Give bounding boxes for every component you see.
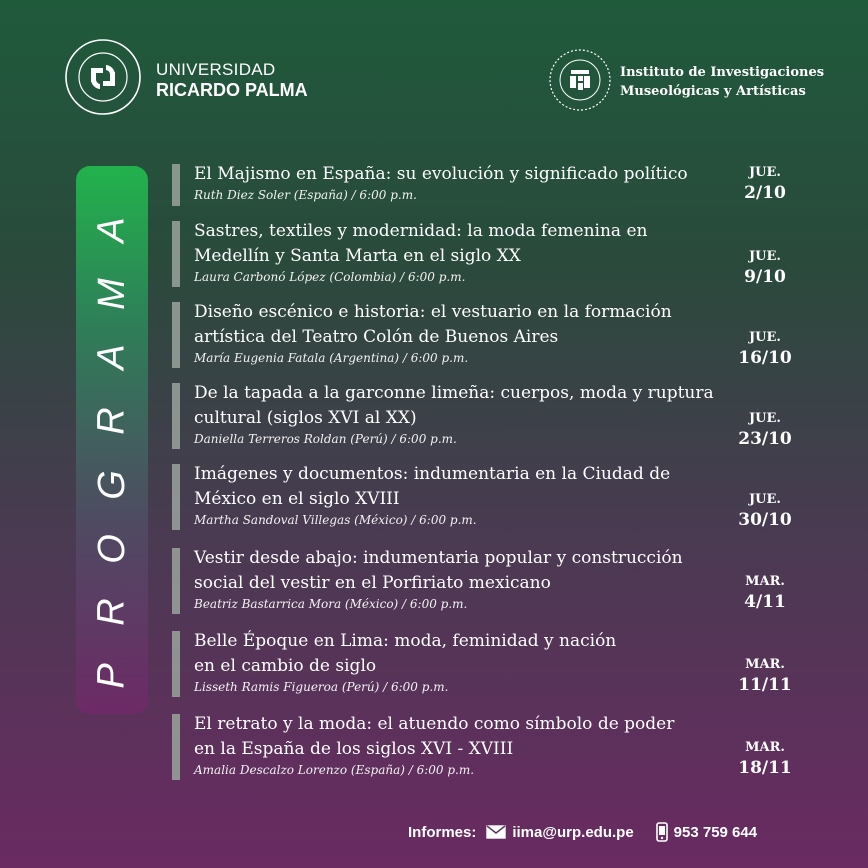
event-date bbox=[730, 329, 800, 369]
event-marker-bar bbox=[172, 383, 180, 449]
programa-letter: R bbox=[90, 407, 133, 435]
event-day: JUE. bbox=[749, 411, 781, 426]
university-line2: RICARDO PALMA bbox=[156, 80, 308, 100]
event-title-line: Belle Époque en Lima: moda, feminidad y nación bbox=[194, 631, 617, 651]
event-speaker: Ruth Diez Soler (España) / 6:00 p.m. bbox=[194, 188, 417, 202]
event-title-line: en la España de los siglos XVI - XVIII bbox=[194, 739, 514, 759]
event-day: JUE. bbox=[749, 165, 781, 180]
program-event bbox=[172, 629, 812, 701]
programa-letter: A bbox=[90, 217, 133, 243]
university-line1: UNIVERSIDAD bbox=[156, 60, 276, 79]
program-event bbox=[172, 381, 812, 453]
event-title-line: El Majismo en España: su evolución y significado político bbox=[194, 164, 688, 184]
event-date bbox=[730, 573, 800, 613]
event-title-line: Sastres, textiles y modernidad: la moda femenina en bbox=[194, 221, 648, 241]
programa-letter: M bbox=[91, 277, 133, 310]
event-date-value: 11/11 bbox=[738, 675, 792, 695]
university-name bbox=[156, 60, 308, 100]
event-date-value: 2/10 bbox=[744, 183, 786, 203]
event-date-value: 9/10 bbox=[744, 267, 786, 287]
program-event bbox=[172, 219, 812, 291]
event-title bbox=[194, 546, 734, 596]
event-date bbox=[730, 410, 800, 450]
event-title bbox=[194, 300, 734, 350]
contact-email-link[interactable]: iima@urp.edu.pe bbox=[512, 823, 634, 841]
event-speaker: Beatriz Bastarrica Mora (México) / 6:00 p.m. bbox=[194, 597, 468, 611]
programa-letter: R bbox=[90, 598, 133, 626]
event-day: MAR. bbox=[745, 574, 785, 589]
institute-line2: Museológicas y Artísticas bbox=[620, 84, 806, 99]
event-title-line: social del vestir en el Porfiriato mexicano bbox=[194, 573, 551, 593]
event-date-value: 4/11 bbox=[744, 592, 786, 612]
event-title bbox=[194, 219, 734, 269]
event-date-value: 18/11 bbox=[738, 758, 792, 778]
event-date-value: 16/10 bbox=[738, 348, 792, 368]
urp-seal-logo bbox=[64, 38, 142, 116]
event-title-line: Diseño escénico e historia: el vestuario en la formación bbox=[194, 302, 672, 322]
event-date bbox=[730, 164, 800, 204]
programa-vertical-label bbox=[76, 166, 148, 714]
event-date bbox=[730, 656, 800, 696]
event-marker-bar bbox=[172, 548, 180, 614]
event-marker-bar bbox=[172, 164, 180, 206]
program-event bbox=[172, 462, 812, 534]
event-speaker: Laura Carbonó López (Colombia) / 6:00 p.m. bbox=[194, 270, 466, 284]
event-speaker: Lisseth Ramis Figueroa (Perú) / 6:00 p.m. bbox=[194, 680, 449, 694]
event-date bbox=[730, 739, 800, 779]
event-title-line: en el cambio de siglo bbox=[194, 656, 377, 676]
event-marker-bar bbox=[172, 631, 180, 697]
event-marker-bar bbox=[172, 221, 180, 287]
program-event bbox=[172, 162, 812, 210]
event-day: JUE. bbox=[749, 492, 781, 507]
programa-letter: A bbox=[90, 344, 133, 371]
contact-footer bbox=[408, 822, 757, 842]
event-title bbox=[194, 629, 734, 679]
event-day: MAR. bbox=[745, 657, 785, 672]
event-speaker: Martha Sandoval Villegas (México) / 6:00 p.m. bbox=[194, 513, 477, 527]
event-day: MAR. bbox=[745, 740, 785, 755]
institute-seal-logo bbox=[548, 48, 612, 112]
event-marker-bar bbox=[172, 714, 180, 780]
header bbox=[0, 36, 868, 120]
institute-line1: Instituto de Investigaciones bbox=[620, 65, 825, 80]
event-date-value: 23/10 bbox=[738, 429, 792, 449]
event-title-line: El retrato y la moda: el atuendo como símbolo de poder bbox=[194, 714, 675, 734]
event-date-value: 30/10 bbox=[738, 510, 792, 530]
event-date bbox=[730, 491, 800, 531]
event-speaker: Daniella Terreros Roldan (Perú) / 6:00 p.m. bbox=[194, 432, 457, 446]
programa-letter: P bbox=[90, 663, 133, 689]
event-title bbox=[194, 712, 734, 762]
envelope-icon bbox=[486, 825, 506, 839]
event-title-line: Medellín y Santa Marta en el siglo XX bbox=[194, 246, 521, 266]
event-date bbox=[730, 248, 800, 288]
event-marker-bar bbox=[172, 464, 180, 530]
program-event bbox=[172, 300, 812, 372]
event-marker-bar bbox=[172, 302, 180, 368]
event-title-line: cultural (siglos XVI al XX) bbox=[194, 408, 417, 428]
event-day: JUE. bbox=[749, 249, 781, 264]
event-speaker: Amalia Descalzo Lorenzo (España) / 6:00 p.m. bbox=[194, 763, 475, 777]
mobile-phone-icon bbox=[656, 822, 668, 842]
event-title-line: De la tapada a la garconne limeña: cuerpos, moda y ruptura bbox=[194, 383, 714, 403]
event-title-line: artística del Teatro Colón de Buenos Aires bbox=[194, 327, 559, 347]
programa-letter: O bbox=[91, 533, 133, 564]
event-title-line: México en el siglo XVIII bbox=[194, 489, 400, 509]
program-event bbox=[172, 712, 812, 784]
informes-label: Informes: bbox=[408, 823, 477, 841]
institute-name bbox=[620, 63, 824, 101]
event-title-line: Imágenes y documentos: indumentaria en la Ciudad de bbox=[194, 464, 671, 484]
event-title bbox=[194, 462, 734, 512]
event-title bbox=[194, 162, 734, 187]
event-speaker: María Eugenia Fatala (Argentina) / 6:00 p.m. bbox=[194, 351, 469, 365]
event-title-line: Vestir desde abajo: indumentaria popular y construcción bbox=[194, 548, 683, 568]
event-title bbox=[194, 381, 754, 431]
event-day: JUE. bbox=[749, 330, 781, 345]
programa-letter: G bbox=[91, 470, 133, 500]
contact-phone-number[interactable]: 953 759 644 bbox=[673, 823, 758, 841]
program-event bbox=[172, 546, 812, 618]
